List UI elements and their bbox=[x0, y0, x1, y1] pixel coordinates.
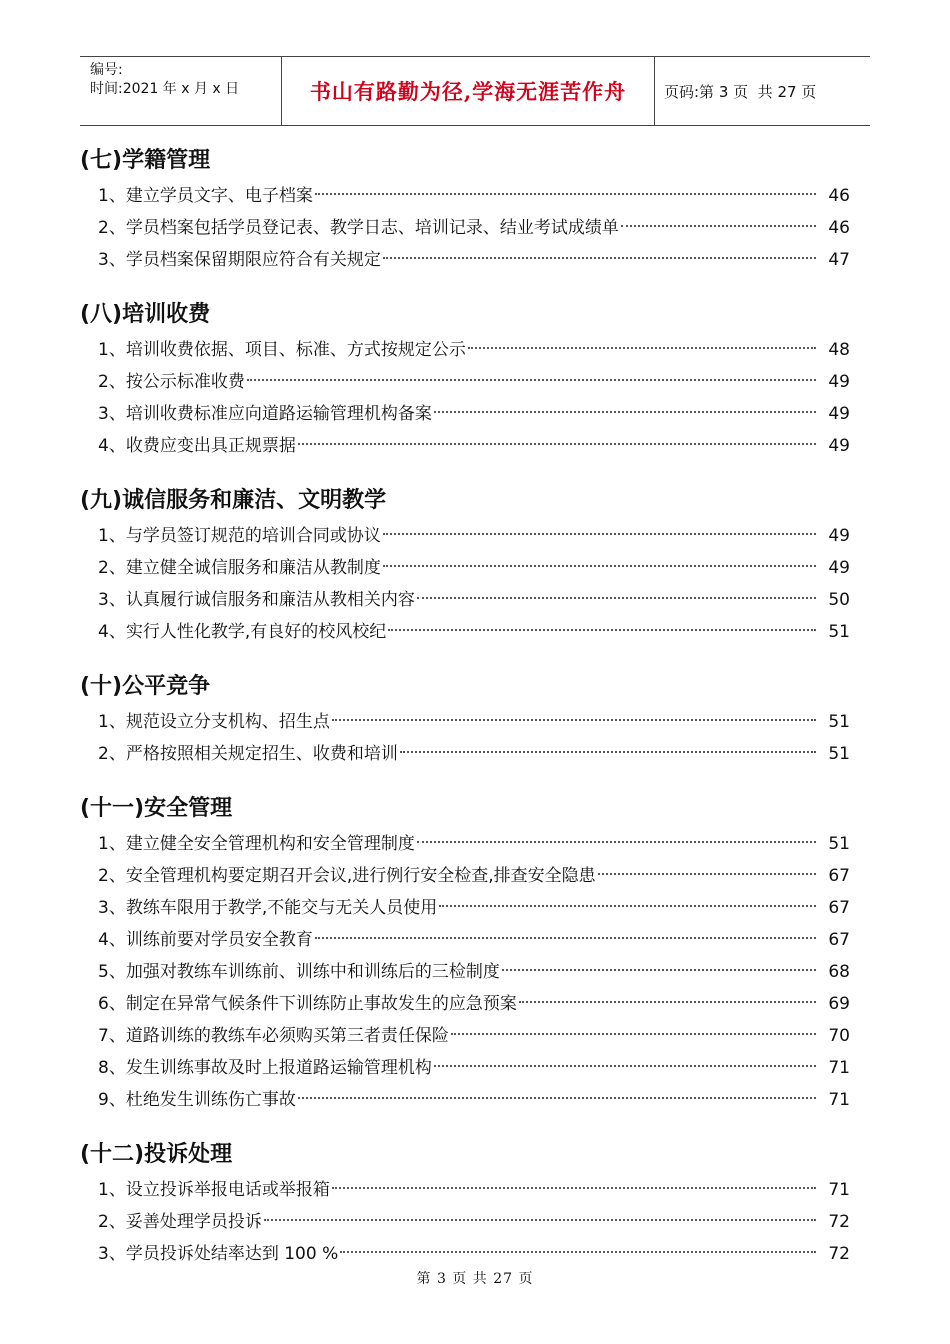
section-title: (九)诚信服务和廉洁、文明教学 bbox=[80, 488, 387, 513]
dot-leader bbox=[332, 1187, 816, 1189]
dot-leader bbox=[340, 1251, 816, 1253]
toc-page-number: 51 bbox=[828, 834, 850, 854]
toc-page-number: 67 bbox=[828, 866, 850, 886]
toc-entry[interactable] bbox=[80, 212, 850, 244]
toc-entry-text: 8、发生训练事故及时上报道路运输管理机构 bbox=[98, 1058, 432, 1078]
toc-entry-text: 5、加强对教练车训练前、训练中和训练后的三检制度 bbox=[98, 962, 500, 982]
toc-entry[interactable] bbox=[80, 1238, 850, 1270]
toc-entry[interactable] bbox=[80, 1174, 850, 1206]
toc-entry[interactable] bbox=[80, 706, 850, 738]
toc-entry[interactable] bbox=[80, 520, 850, 552]
dot-leader bbox=[298, 443, 816, 445]
toc-entry[interactable] bbox=[80, 860, 850, 892]
toc-entry-text: 3、教练车限用于教学,不能交与无关人员使用 bbox=[98, 898, 438, 918]
dot-leader bbox=[332, 719, 816, 721]
header-meta bbox=[80, 57, 282, 125]
toc-section bbox=[80, 298, 850, 462]
toc-page-number: 51 bbox=[828, 744, 850, 764]
toc-entry[interactable] bbox=[80, 180, 850, 212]
dot-leader bbox=[439, 905, 816, 907]
toc-entry[interactable] bbox=[80, 366, 850, 398]
header-motto: 书山有路勤为径,学海无涯苦作舟 bbox=[282, 57, 655, 125]
toc-page-number: 67 bbox=[828, 898, 850, 918]
toc-entry-text: 2、妥善处理学员投诉 bbox=[98, 1212, 262, 1232]
toc-entry-text: 2、按公示标准收费 bbox=[98, 372, 245, 392]
toc-page-number: 46 bbox=[828, 186, 850, 206]
toc-page-number: 69 bbox=[828, 994, 850, 1014]
toc-page-number: 49 bbox=[828, 372, 850, 392]
toc-page-number: 68 bbox=[828, 962, 850, 982]
time-label: 时间:2021 年 x 月 x 日 bbox=[90, 81, 240, 97]
toc-entry[interactable] bbox=[80, 1020, 850, 1052]
toc-section bbox=[80, 484, 850, 648]
dot-leader bbox=[519, 1001, 816, 1003]
toc-entry[interactable] bbox=[80, 244, 850, 276]
dot-leader bbox=[383, 565, 816, 567]
toc-page-number: 49 bbox=[828, 404, 850, 424]
toc-page-number: 49 bbox=[828, 526, 850, 546]
toc-page-number: 70 bbox=[828, 1026, 850, 1046]
dot-leader bbox=[417, 841, 816, 843]
dot-leader bbox=[315, 937, 816, 939]
page-footer: 第 3 页 共 27 页 bbox=[416, 1271, 534, 1287]
toc-entry-text: 4、训练前要对学员安全教育 bbox=[98, 930, 313, 950]
toc-entry[interactable] bbox=[80, 334, 850, 366]
section-title: (十一)安全管理 bbox=[80, 796, 233, 821]
toc-page-number: 50 bbox=[828, 590, 850, 610]
dot-leader bbox=[451, 1033, 816, 1035]
toc-page-number: 71 bbox=[828, 1180, 850, 1200]
number-label: 编号: bbox=[90, 62, 123, 78]
toc-entry-text: 2、严格按照相关规定招生、收费和培训 bbox=[98, 744, 398, 764]
toc-entry-text: 1、设立投诉举报电话或举报箱 bbox=[98, 1180, 330, 1200]
toc-entry[interactable] bbox=[80, 584, 850, 616]
table-of-contents bbox=[80, 144, 850, 1292]
toc-entry[interactable] bbox=[80, 552, 850, 584]
toc-page-number: 49 bbox=[828, 436, 850, 456]
toc-entry-text: 3、培训收费标准应向道路运输管理机构备案 bbox=[98, 404, 432, 424]
toc-entry-text: 2、学员档案包括学员登记表、教学日志、培训记录、结业考试成绩单 bbox=[98, 218, 619, 238]
toc-entry-text: 1、与学员签订规范的培训合同或协议 bbox=[98, 526, 381, 546]
dot-leader bbox=[434, 411, 816, 413]
toc-entry-text: 1、建立学员文字、电子档案 bbox=[98, 186, 313, 206]
dot-leader bbox=[417, 597, 816, 599]
section-title: (七)学籍管理 bbox=[80, 148, 211, 173]
dot-leader bbox=[468, 347, 816, 349]
dot-leader bbox=[388, 629, 816, 631]
toc-page-number: 71 bbox=[828, 1090, 850, 1110]
toc-entry-text: 6、制定在异常气候条件下训练防止事故发生的应急预案 bbox=[98, 994, 517, 1014]
toc-entry[interactable] bbox=[80, 1052, 850, 1084]
toc-entry[interactable] bbox=[80, 1206, 850, 1238]
dot-leader bbox=[434, 1065, 816, 1067]
dot-leader bbox=[621, 225, 816, 227]
toc-page-number: 49 bbox=[828, 558, 850, 578]
dot-leader bbox=[298, 1097, 816, 1099]
toc-entry-text: 2、建立健全诚信服务和廉洁从教制度 bbox=[98, 558, 381, 578]
toc-section bbox=[80, 144, 850, 276]
toc-entry-text: 4、收费应变出具正规票据 bbox=[98, 436, 296, 456]
dot-leader bbox=[598, 873, 816, 875]
toc-entry-text: 4、实行人性化教学,有良好的校风校纪 bbox=[98, 622, 387, 642]
toc-entry[interactable] bbox=[80, 988, 850, 1020]
dot-leader bbox=[264, 1219, 816, 1221]
dot-leader bbox=[502, 969, 816, 971]
toc-page-number: 51 bbox=[828, 622, 850, 642]
toc-entry-text: 3、认真履行诚信服务和廉洁从教相关内容 bbox=[98, 590, 415, 610]
toc-entry-text: 2、安全管理机构要定期召开会议,进行例行安全检查,排查安全隐患 bbox=[98, 866, 596, 886]
toc-entry-text: 1、培训收费依据、项目、标准、方式按规定公示 bbox=[98, 340, 466, 360]
toc-entry-text: 1、建立健全安全管理机构和安全管理制度 bbox=[98, 834, 415, 854]
toc-section bbox=[80, 670, 850, 770]
toc-entry[interactable] bbox=[80, 398, 850, 430]
toc-page-number: 47 bbox=[828, 250, 850, 270]
toc-entry[interactable] bbox=[80, 892, 850, 924]
toc-entry-text: 9、杜绝发生训练伤亡事故 bbox=[98, 1090, 296, 1110]
toc-entry[interactable] bbox=[80, 1084, 850, 1116]
dot-leader bbox=[315, 193, 816, 195]
toc-page-number: 71 bbox=[828, 1058, 850, 1078]
toc-entry[interactable] bbox=[80, 956, 850, 988]
toc-entry-text: 3、学员投诉处结率达到 100 % bbox=[98, 1244, 339, 1264]
toc-entry-text: 7、道路训练的教练车必须购买第三者责任保险 bbox=[98, 1026, 449, 1046]
toc-page-number: 72 bbox=[828, 1244, 850, 1264]
header-page-info: 页码:第 3 页 共 27 页 bbox=[664, 82, 817, 101]
toc-entry[interactable] bbox=[80, 828, 850, 860]
toc-section bbox=[80, 1138, 850, 1270]
section-title: (十二)投诉处理 bbox=[80, 1142, 233, 1167]
page-header bbox=[80, 56, 870, 126]
toc-entry[interactable] bbox=[80, 738, 850, 770]
toc-page-number: 46 bbox=[828, 218, 850, 238]
dot-leader bbox=[400, 751, 816, 753]
toc-page-number: 67 bbox=[828, 930, 850, 950]
toc-entry[interactable] bbox=[80, 430, 850, 462]
section-title: (八)培训收费 bbox=[80, 302, 211, 327]
toc-page-number: 48 bbox=[828, 340, 850, 360]
section-title: (十)公平竞争 bbox=[80, 674, 211, 699]
toc-entry-text: 3、学员档案保留期限应符合有关规定 bbox=[98, 250, 381, 270]
dot-leader bbox=[383, 257, 816, 259]
dot-leader bbox=[383, 533, 816, 535]
dot-leader bbox=[247, 379, 816, 381]
toc-entry-text: 1、规范设立分支机构、招生点 bbox=[98, 712, 330, 732]
toc-entry[interactable] bbox=[80, 616, 850, 648]
toc-entry[interactable] bbox=[80, 924, 850, 956]
toc-page-number: 72 bbox=[828, 1212, 850, 1232]
toc-section bbox=[80, 792, 850, 1116]
toc-page-number: 51 bbox=[828, 712, 850, 732]
